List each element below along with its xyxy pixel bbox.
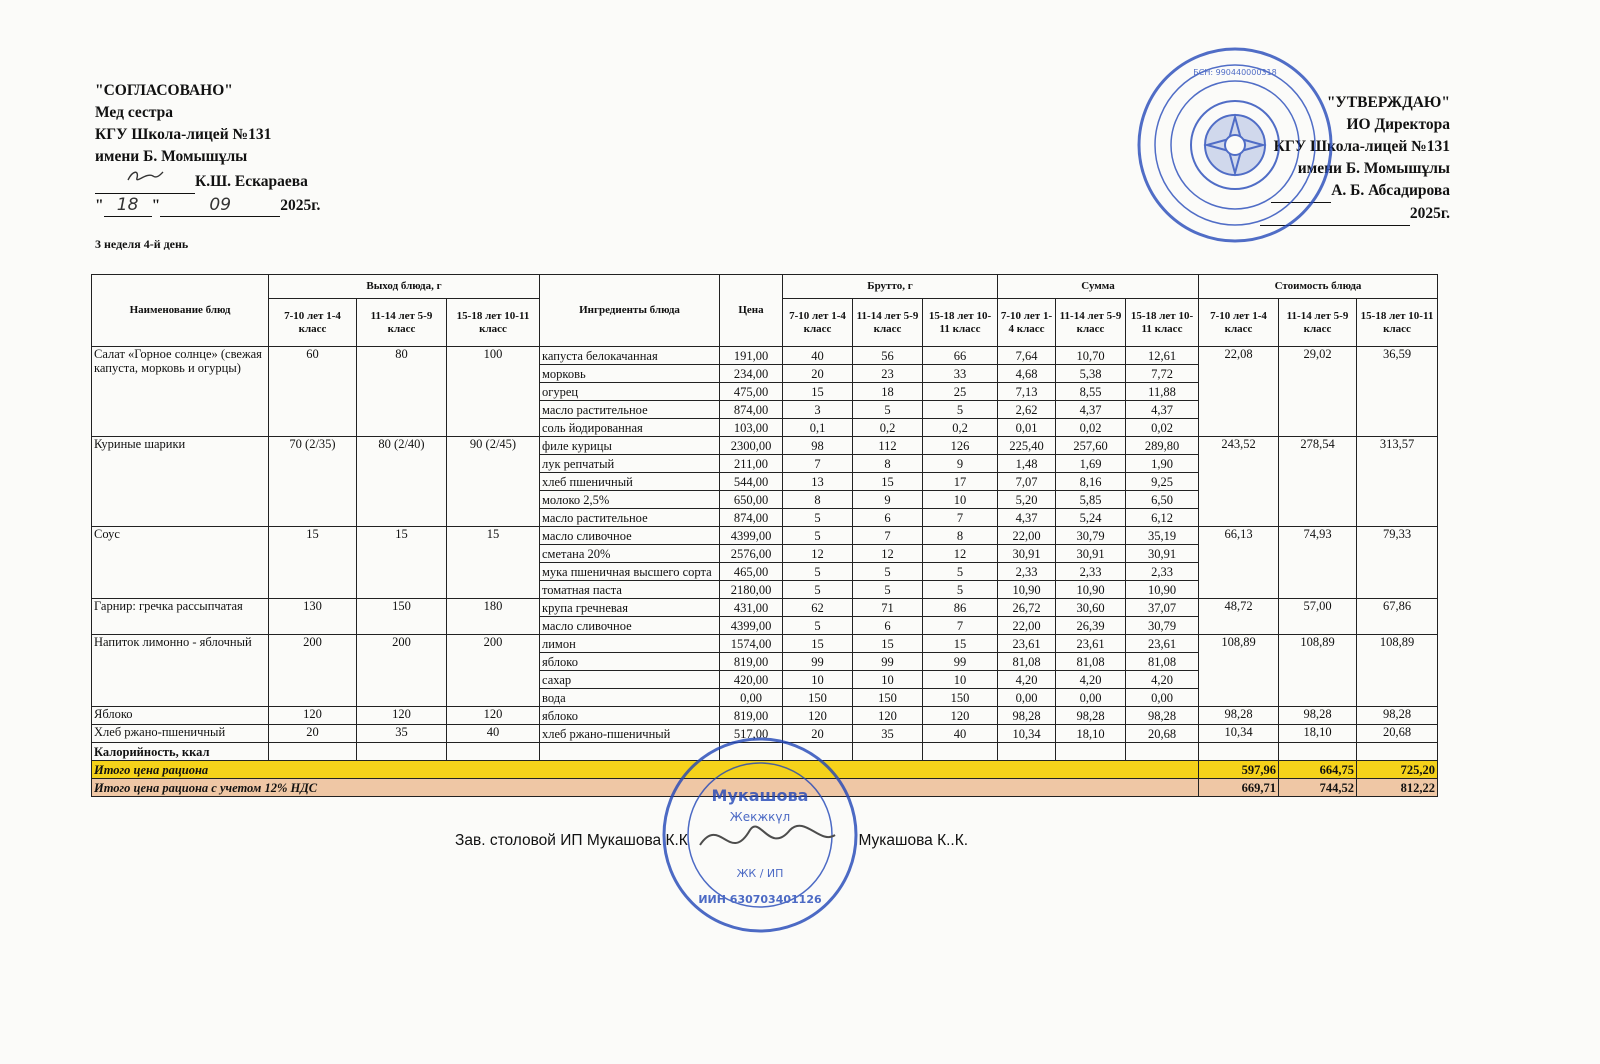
ingredient-brutto-age1: 5	[783, 581, 853, 599]
total-age2: 664,75	[1279, 761, 1357, 779]
header-brutto-age1: 7-10 лет 1-4 класс	[783, 299, 853, 347]
ingredient-brutto-age3: 15	[923, 635, 998, 653]
dish-cost-age2: 74,93	[1279, 527, 1357, 599]
dish-output-age3: 180	[447, 599, 540, 635]
ingredient-sum-age1: 22,00	[998, 617, 1056, 635]
ingredient-sum-age1: 2,62	[998, 401, 1056, 419]
header-dish: Наименование блюд	[92, 275, 269, 347]
approval-left-date: " 18 " 09 2025г.	[95, 195, 321, 215]
dish-cost-age1: 48,72	[1199, 599, 1279, 635]
ingredient-sum-age1: 7,64	[998, 347, 1056, 365]
ingredient-sum-age1: 22,00	[998, 527, 1056, 545]
ingredient-name: томатная паста	[540, 581, 720, 599]
vendor-stamp-name: Мукашова	[711, 786, 809, 805]
ingredient-price: 2576,00	[720, 545, 783, 563]
calories-label: Калорийность, ккал	[92, 743, 269, 761]
dish-cost-age3: 108,89	[1357, 635, 1438, 707]
ingredient-sum-age3: 4,20	[1126, 671, 1199, 689]
school-seal-code: БСН: 990440000318	[1193, 68, 1277, 77]
vendor-stamp-sub: Жекжкүл	[729, 810, 791, 824]
ingredient-sum-age1: 4,68	[998, 365, 1056, 383]
ingredient-sum-age3: 98,28	[1126, 707, 1199, 725]
ingredient-sum-age2: 4,37	[1056, 401, 1126, 419]
approval-right-heading: "УТВЕРЖДАЮ"	[1326, 94, 1450, 111]
ingredient-brutto-age2: 5	[853, 401, 923, 419]
ingredient-sum-age3: 6,12	[1126, 509, 1199, 527]
dish-cost-age2: 57,00	[1279, 599, 1357, 635]
dish-output-age3: 90 (2/45)	[447, 437, 540, 527]
ingredient-brutto-age3: 5	[923, 563, 998, 581]
ingredient-sum-age2: 257,60	[1056, 437, 1126, 455]
ingredient-brutto-age3: 5	[923, 581, 998, 599]
ingredient-name: крупа гречневая	[540, 599, 720, 617]
ingredient-brutto-age3: 7	[923, 509, 998, 527]
ingredient-brutto-age2: 0,2	[853, 419, 923, 437]
ingredient-sum-age1: 1,48	[998, 455, 1056, 473]
ingredient-brutto-age1: 7	[783, 455, 853, 473]
dish-name: Салат «Горное солнце» (свежая капуста, морковь и огурцы)	[92, 347, 269, 437]
ingredient-brutto-age1: 10	[783, 671, 853, 689]
ingredient-name: филе курицы	[540, 437, 720, 455]
dish-cost-age2: 278,54	[1279, 437, 1357, 527]
dish-output-age2: 80	[357, 347, 447, 437]
dish-name: Соус	[92, 527, 269, 599]
ingredient-brutto-age1: 5	[783, 509, 853, 527]
ingredient-sum-age3: 12,61	[1126, 347, 1199, 365]
signature-line	[95, 168, 195, 194]
footer-left: Зав. столовой ИП Мукашова К.К	[455, 832, 688, 849]
ingredient-brutto-age2: 150	[853, 689, 923, 707]
ingredient-brutto-age3: 17	[923, 473, 998, 491]
dish-cost-age2: 108,89	[1279, 635, 1357, 707]
ingredient-sum-age2: 81,08	[1056, 653, 1126, 671]
dish-output-age3: 200	[447, 635, 540, 707]
ingredient-name: хлеб ржано-пшеничный	[540, 725, 720, 743]
ingredient-sum-age3: 30,91	[1126, 545, 1199, 563]
dish-output-age1: 15	[269, 527, 357, 599]
ingredient-sum-age2: 23,61	[1056, 635, 1126, 653]
ingredient-sum-age2: 5,24	[1056, 509, 1126, 527]
ingredient-brutto-age1: 8	[783, 491, 853, 509]
ingredient-brutto-age2: 8	[853, 455, 923, 473]
ingredient-sum-age3: 11,88	[1126, 383, 1199, 401]
ingredient-sum-age2: 8,16	[1056, 473, 1126, 491]
total-vat-age2: 744,52	[1279, 779, 1357, 797]
dish-cost-age1: 243,52	[1199, 437, 1279, 527]
dish-output-age2: 150	[357, 599, 447, 635]
ingredient-brutto-age3: 86	[923, 599, 998, 617]
dish-output-age1: 200	[269, 635, 357, 707]
ingredient-brutto-age2: 6	[853, 617, 923, 635]
ingredient-sum-age1: 7,07	[998, 473, 1056, 491]
ingredient-brutto-age1: 62	[783, 599, 853, 617]
ingredient-brutto-age2: 5	[853, 563, 923, 581]
ingredient-name: морковь	[540, 365, 720, 383]
ingredient-brutto-age2: 35	[853, 725, 923, 743]
dish-cost-age3: 36,59	[1357, 347, 1438, 437]
header-cost: Стоимость блюда	[1199, 275, 1438, 299]
ingredient-name: сметана 20%	[540, 545, 720, 563]
footer-right: Мукашова К..К.	[858, 832, 969, 849]
ingredient-sum-age2: 26,39	[1056, 617, 1126, 635]
ingredient-brutto-age3: 12	[923, 545, 998, 563]
ingredient-price: 431,00	[720, 599, 783, 617]
dish-name: Куриные шарики	[92, 437, 269, 527]
dish-cost-age3: 20,68	[1357, 725, 1438, 743]
approval-right-school: КГУ Школа-лицей №131	[1273, 138, 1450, 155]
dish-output-age1: 70 (2/35)	[269, 437, 357, 527]
dish-output-age1: 20	[269, 725, 357, 743]
ingredient-brutto-age2: 112	[853, 437, 923, 455]
ingredient-name: мука пшеничная высшего сорта	[540, 563, 720, 581]
ingredient-name: молоко 2,5%	[540, 491, 720, 509]
ingredient-sum-age2: 18,10	[1056, 725, 1126, 743]
header-output: Выход блюда, г	[269, 275, 540, 299]
ingredient-brutto-age3: 150	[923, 689, 998, 707]
ingredient-sum-age3: 35,19	[1126, 527, 1199, 545]
dish-output-age1: 130	[269, 599, 357, 635]
ingredient-price: 211,00	[720, 455, 783, 473]
ingredient-brutto-age3: 126	[923, 437, 998, 455]
total-vat-label: Итого цена рациона с учетом 12% НДС	[92, 779, 1199, 797]
dish-name: Яблоко	[92, 707, 269, 725]
dish-name: Гарнир: гречка рассыпчатая	[92, 599, 269, 635]
ingredient-brutto-age2: 15	[853, 473, 923, 491]
ingredient-brutto-age3: 99	[923, 653, 998, 671]
approval-left-role: Мед сестра	[95, 104, 174, 121]
header-ingredients: Ингредиенты блюда	[540, 275, 720, 347]
dish-output-age3: 15	[447, 527, 540, 599]
ingredient-brutto-age2: 7	[853, 527, 923, 545]
ingredient-brutto-age3: 0,2	[923, 419, 998, 437]
ingredient-row	[92, 635, 1438, 653]
approval-left	[95, 80, 320, 217]
ingredient-brutto-age2: 71	[853, 599, 923, 617]
dish-cost-age2: 18,10	[1279, 725, 1357, 743]
ingredient-brutto-age1: 3	[783, 401, 853, 419]
ingredient-row	[92, 599, 1438, 617]
ingredient-sum-age3: 0,00	[1126, 689, 1199, 707]
ingredient-sum-age1: 4,37	[998, 509, 1056, 527]
header-output-age1: 7-10 лет 1-4 класс	[269, 299, 357, 347]
ingredient-brutto-age3: 10	[923, 491, 998, 509]
ingredient-price: 465,00	[720, 563, 783, 581]
dish-cost-age1: 10,34	[1199, 725, 1279, 743]
total-vat-age3: 812,22	[1357, 779, 1438, 797]
ingredient-sum-age1: 98,28	[998, 707, 1056, 725]
vendor-stamp-code: ЖК / ИП	[736, 867, 784, 880]
total-age1: 597,96	[1199, 761, 1279, 779]
ingredient-name: огурец	[540, 383, 720, 401]
ingredient-brutto-age1: 20	[783, 725, 853, 743]
ingredient-sum-age3: 7,72	[1126, 365, 1199, 383]
approval-left-named: имени Б. Момышұлы	[95, 148, 248, 165]
ingredient-brutto-age1: 5	[783, 563, 853, 581]
vendor-stamp-icon	[660, 735, 860, 935]
ingredient-name: лимон	[540, 635, 720, 653]
ingredient-brutto-age3: 40	[923, 725, 998, 743]
approval-left-school: КГУ Школа-лицей №131	[95, 126, 272, 143]
ingredient-brutto-age1: 5	[783, 527, 853, 545]
dish-output-age3: 100	[447, 347, 540, 437]
ingredient-sum-age2: 8,55	[1056, 383, 1126, 401]
menu-body	[92, 347, 1438, 743]
ingredient-row	[92, 527, 1438, 545]
ingredient-sum-age1: 10,34	[998, 725, 1056, 743]
dish-cost-age3: 98,28	[1357, 707, 1438, 725]
ingredient-brutto-age3: 120	[923, 707, 998, 725]
header-price: Цена	[720, 275, 783, 347]
ingredient-row	[92, 707, 1438, 725]
ingredient-sum-age3: 10,90	[1126, 581, 1199, 599]
ingredient-brutto-age2: 56	[853, 347, 923, 365]
ingredient-brutto-age1: 13	[783, 473, 853, 491]
ingredient-name: яблоко	[540, 653, 720, 671]
approval-left-signer-line	[95, 168, 320, 194]
ingredient-row	[92, 437, 1438, 455]
ingredient-sum-age2: 30,79	[1056, 527, 1126, 545]
ingredient-sum-age2: 4,20	[1056, 671, 1126, 689]
ingredient-sum-age1: 5,20	[998, 491, 1056, 509]
dish-name: Хлеб ржано-пшеничный	[92, 725, 269, 743]
approval-right-signer: А. Б. Абсадирова	[1331, 182, 1450, 199]
ingredient-price: 0,00	[720, 689, 783, 707]
header-sum-age2: 11-14 лет 5-9 класс	[1056, 299, 1126, 347]
ingredient-brutto-age3: 33	[923, 365, 998, 383]
header-cost-age3: 15-18 лет 10-11 класс	[1357, 299, 1438, 347]
ingredient-sum-age3: 81,08	[1126, 653, 1199, 671]
vendor-stamp-iin: ИИН 630703401126	[698, 893, 822, 906]
dish-output-age2: 35	[357, 725, 447, 743]
ingredient-brutto-age1: 99	[783, 653, 853, 671]
ingredient-sum-age1: 225,40	[998, 437, 1056, 455]
dish-output-age3: 120	[447, 707, 540, 725]
ingredient-price: 819,00	[720, 653, 783, 671]
ingredient-price: 475,00	[720, 383, 783, 401]
ingredient-brutto-age2: 10	[853, 671, 923, 689]
ingredient-brutto-age1: 0,1	[783, 419, 853, 437]
approval-left-year: 2025г.	[280, 197, 321, 214]
ingredient-name: сахар	[540, 671, 720, 689]
total-vat-age1: 669,71	[1199, 779, 1279, 797]
school-seal-icon	[1135, 45, 1335, 245]
ingredient-sum-age1: 0,01	[998, 419, 1056, 437]
ingredient-brutto-age1: 12	[783, 545, 853, 563]
dish-output-age1: 120	[269, 707, 357, 725]
dish-output-age2: 200	[357, 635, 447, 707]
ingredient-price: 4399,00	[720, 527, 783, 545]
ingredient-sum-age2: 10,70	[1056, 347, 1126, 365]
ingredient-brutto-age3: 10	[923, 671, 998, 689]
ingredient-row	[92, 347, 1438, 365]
ingredient-brutto-age2: 9	[853, 491, 923, 509]
ingredient-brutto-age2: 18	[853, 383, 923, 401]
ingredient-sum-age2: 30,91	[1056, 545, 1126, 563]
ingredient-name: лук репчатый	[540, 455, 720, 473]
ingredient-price: 874,00	[720, 509, 783, 527]
ingredient-price: 544,00	[720, 473, 783, 491]
ingredient-brutto-age2: 23	[853, 365, 923, 383]
ingredient-sum-age3: 1,90	[1126, 455, 1199, 473]
ingredient-price: 517,00	[720, 725, 783, 743]
total-label: Итого цена рациона	[92, 761, 1199, 779]
ingredient-sum-age3: 6,50	[1126, 491, 1199, 509]
ingredient-brutto-age1: 15	[783, 635, 853, 653]
dish-output-age1: 60	[269, 347, 357, 437]
header-brutto-age2: 11-14 лет 5-9 класс	[853, 299, 923, 347]
ingredient-sum-age3: 0,02	[1126, 419, 1199, 437]
ingredient-name: хлеб пшеничный	[540, 473, 720, 491]
ingredient-brutto-age3: 66	[923, 347, 998, 365]
ingredient-sum-age3: 23,61	[1126, 635, 1199, 653]
ingredient-sum-age1: 81,08	[998, 653, 1056, 671]
ingredient-name: масло сливочное	[540, 617, 720, 635]
ingredient-brutto-age3: 5	[923, 401, 998, 419]
approval-left-heading: "СОГЛАСОВАНО"	[95, 82, 233, 99]
ingredient-sum-age2: 5,38	[1056, 365, 1126, 383]
ingredient-brutto-age2: 6	[853, 509, 923, 527]
ingredient-name: масло растительное	[540, 509, 720, 527]
header-brutto-age3: 15-18 лет 10-11 класс	[923, 299, 998, 347]
ingredient-sum-age2: 98,28	[1056, 707, 1126, 725]
ingredient-brutto-age3: 9	[923, 455, 998, 473]
ingredient-sum-age2: 0,02	[1056, 419, 1126, 437]
ingredient-sum-age1: 23,61	[998, 635, 1056, 653]
ingredient-sum-age1: 26,72	[998, 599, 1056, 617]
total-age3: 725,20	[1357, 761, 1438, 779]
ingredient-brutto-age2: 15	[853, 635, 923, 653]
ingredient-sum-age3: 289,80	[1126, 437, 1199, 455]
header-output-age2: 11-14 лет 5-9 класс	[357, 299, 447, 347]
approval-right-named: имени Б. Момышұлы	[1297, 160, 1450, 177]
ingredient-brutto-age1: 150	[783, 689, 853, 707]
ingredient-sum-age3: 9,25	[1126, 473, 1199, 491]
header-sum-age3: 15-18 лет 10-11 класс	[1126, 299, 1199, 347]
ingredient-sum-age2: 0,00	[1056, 689, 1126, 707]
ingredient-sum-age2: 1,69	[1056, 455, 1126, 473]
week-day: 3 неделя 4-й день	[95, 237, 189, 251]
dish-output-age2: 80 (2/40)	[357, 437, 447, 527]
ingredient-brutto-age2: 12	[853, 545, 923, 563]
ingredient-price: 4399,00	[720, 617, 783, 635]
ingredient-price: 819,00	[720, 707, 783, 725]
ingredient-sum-age1: 10,90	[998, 581, 1056, 599]
ingredient-price: 103,00	[720, 419, 783, 437]
dish-output-age2: 15	[357, 527, 447, 599]
dish-cost-age1: 66,13	[1199, 527, 1279, 599]
ingredient-sum-age3: 37,07	[1126, 599, 1199, 617]
ingredient-price: 234,00	[720, 365, 783, 383]
ingredient-brutto-age2: 99	[853, 653, 923, 671]
dish-cost-age2: 98,28	[1279, 707, 1357, 725]
dish-cost-age3: 67,86	[1357, 599, 1438, 635]
ingredient-sum-age3: 20,68	[1126, 725, 1199, 743]
header-sum-age1: 7-10 лет 1-4 класс	[998, 299, 1056, 347]
ingredient-sum-age3: 2,33	[1126, 563, 1199, 581]
ingredient-brutto-age2: 5	[853, 581, 923, 599]
dish-cost-age2: 29,02	[1279, 347, 1357, 437]
ingredient-name: яблоко	[540, 707, 720, 725]
approval-left-signer: К.Ш. Ескараева	[195, 173, 308, 190]
approval-right-year: 2025г.	[1409, 205, 1450, 222]
ingredient-price: 874,00	[720, 401, 783, 419]
ingredient-price: 191,00	[720, 347, 783, 365]
header-brutto: Брутто, г	[783, 275, 998, 299]
ingredient-price: 2300,00	[720, 437, 783, 455]
header-cost-age2: 11-14 лет 5-9 класс	[1279, 299, 1357, 347]
ingredient-name: масло растительное	[540, 401, 720, 419]
ingredient-brutto-age1: 15	[783, 383, 853, 401]
ingredient-brutto-age1: 20	[783, 365, 853, 383]
dish-cost-age3: 79,33	[1357, 527, 1438, 599]
ingredient-price: 650,00	[720, 491, 783, 509]
ingredient-price: 2180,00	[720, 581, 783, 599]
header-output-age3: 15-18 лет 10-11 класс	[447, 299, 540, 347]
date-month: 09	[160, 194, 280, 217]
dish-cost-age1: 108,89	[1199, 635, 1279, 707]
ingredient-brutto-age3: 7	[923, 617, 998, 635]
ingredient-sum-age2: 2,33	[1056, 563, 1126, 581]
ingredient-sum-age1: 7,13	[998, 383, 1056, 401]
ingredient-name: вода	[540, 689, 720, 707]
dish-output-age3: 40	[447, 725, 540, 743]
ingredient-brutto-age1: 98	[783, 437, 853, 455]
menu-table	[91, 274, 1438, 797]
dish-name: Напиток лимонно - яблочный	[92, 635, 269, 707]
ingredient-brutto-age2: 120	[853, 707, 923, 725]
ingredient-sum-age1: 2,33	[998, 563, 1056, 581]
signature-mark-icon	[125, 168, 165, 186]
ingredient-sum-age2: 5,85	[1056, 491, 1126, 509]
ingredient-brutto-age3: 25	[923, 383, 998, 401]
approval-right-role: ИО Директора	[1346, 116, 1450, 133]
dish-output-age2: 120	[357, 707, 447, 725]
ingredient-sum-age1: 0,00	[998, 689, 1056, 707]
ingredient-name: соль йодированная	[540, 419, 720, 437]
ingredient-sum-age2: 10,90	[1056, 581, 1126, 599]
header-sum: Сумма	[998, 275, 1199, 299]
ingredient-brutto-age1: 40	[783, 347, 853, 365]
ingredient-sum-age1: 4,20	[998, 671, 1056, 689]
dish-cost-age1: 98,28	[1199, 707, 1279, 725]
ingredient-sum-age3: 4,37	[1126, 401, 1199, 419]
ingredient-price: 1574,00	[720, 635, 783, 653]
ingredient-sum-age1: 30,91	[998, 545, 1056, 563]
date-day: 18	[104, 194, 152, 217]
ingredient-name: масло сливочное	[540, 527, 720, 545]
ingredient-price: 420,00	[720, 671, 783, 689]
ingredient-brutto-age1: 120	[783, 707, 853, 725]
header-cost-age1: 7-10 лет 1-4 класс	[1199, 299, 1279, 347]
dish-cost-age3: 313,57	[1357, 437, 1438, 527]
ingredient-brutto-age3: 8	[923, 527, 998, 545]
ingredient-sum-age2: 30,60	[1056, 599, 1126, 617]
ingredient-sum-age3: 30,79	[1126, 617, 1199, 635]
dish-cost-age1: 22,08	[1199, 347, 1279, 437]
ingredient-brutto-age1: 5	[783, 617, 853, 635]
ingredient-name: капуста белокачанная	[540, 347, 720, 365]
